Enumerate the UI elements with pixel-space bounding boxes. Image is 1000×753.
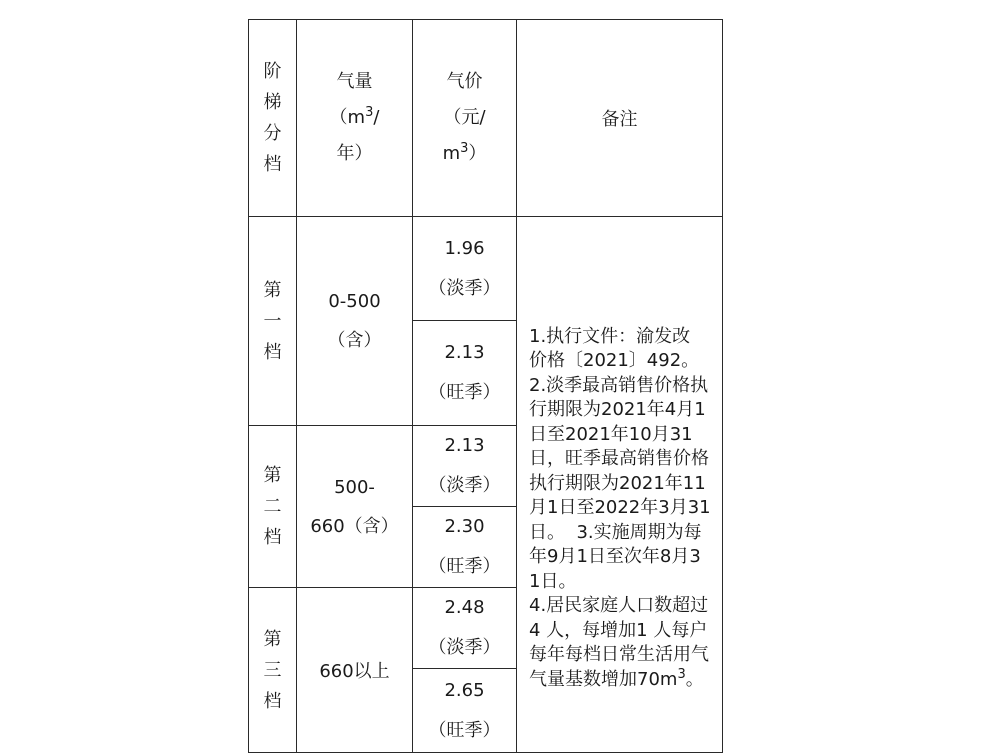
remark-2: 2.淡季最高销售价格执行期限为2021年4月1日至2021年10月31日，旺季最高销售价格执行期限为2021年11月1日至2022年3月31日。 (529, 374, 711, 543)
tier-3-price-peak: 2.65 （旺季） (413, 669, 517, 753)
table-row (249, 217, 723, 321)
remarks-cell: 1.执行文件：渝发改 价格〔2021〕492。 2.淡季最高销售价格执行期限为2021年4月1日至2021年10月31日，旺季最高销售价格执行期限为2021年11月1日至2022年3月31日。 3.实施周期为每年9月1日至次年8月31日。 4.居民家庭人口数超过4 人，每增加1 人每户每年每档日常生活用气气量基数增加$70m^3$。 (517, 217, 723, 753)
tier-2-price-peak: 2.30 （旺季） (413, 507, 517, 588)
remark-4: 4.居民家庭人口数超过4 人，每增加1 人每户每年每档日常生活用气气量基数增加70m (529, 595, 709, 690)
header-volume: 气量 （$m^3/$ 年） (297, 20, 413, 217)
tier-1-price-peak: 2.13 （旺季） (413, 321, 517, 426)
tier-3-price-off-peak: 2.48 （淡季） (413, 588, 517, 669)
tier-2-name: 第 二 档 (249, 426, 297, 588)
tier-1-name: 第 一 档 (249, 217, 297, 426)
tier-2-price-off-peak: 2.13 （淡季） (413, 426, 517, 507)
tier-1-volume: 0-500 （含） (297, 217, 413, 426)
remark-3: 3.实施周期为每年9月1日至次年8月31日。 (529, 521, 702, 592)
tier-2-volume: 500- 660（含） (297, 426, 413, 588)
tier-1-price-off-peak: 1.96 （淡季） (413, 217, 517, 321)
header-row (249, 20, 723, 217)
remark-4-sup: 3 (677, 666, 686, 682)
header-tier: 阶 梯 分 档 (249, 20, 297, 217)
tier-3-name: 第 三 档 (249, 588, 297, 753)
remark-1a: 1.执行文件：渝发改 (529, 325, 691, 347)
header-remark: 备注 (517, 20, 723, 217)
remark-1b: 价格〔2021〕492。 (529, 350, 700, 372)
tier-3-volume: 660以上 (297, 588, 413, 753)
header-price: 气价 （元/ $m^3$） (413, 20, 517, 217)
gas-price-table (248, 19, 723, 753)
